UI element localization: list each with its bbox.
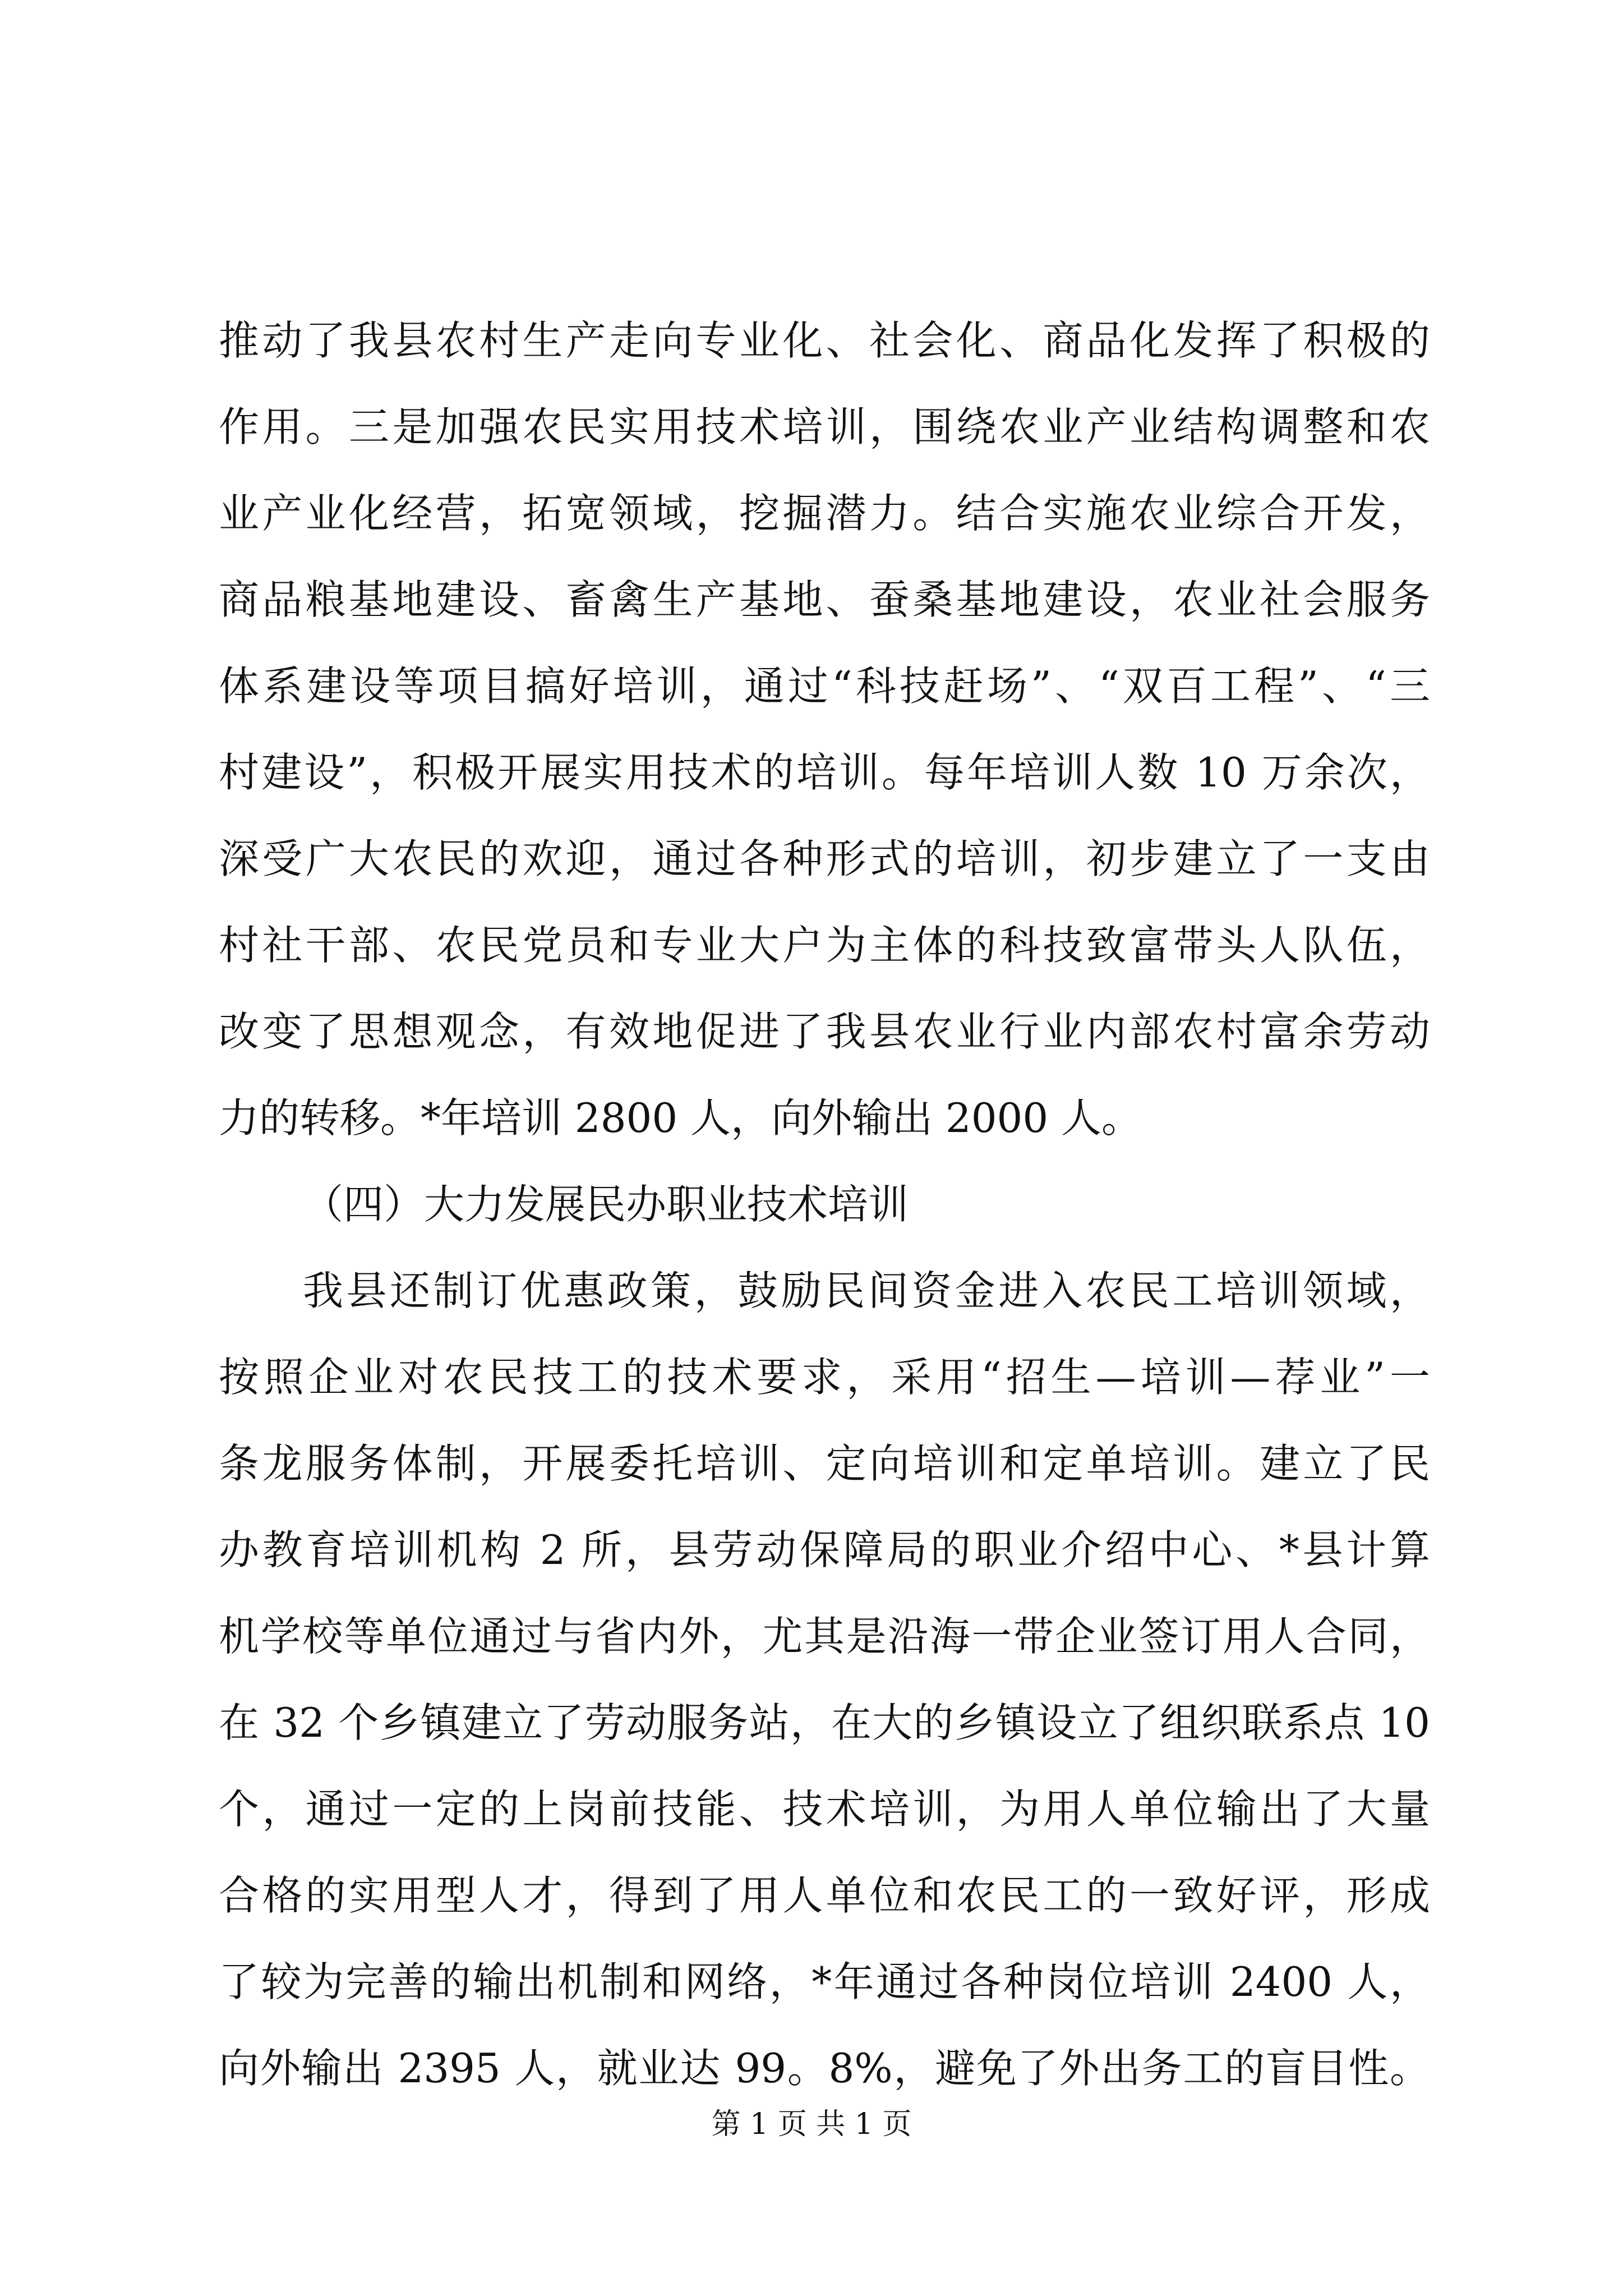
paragraph-line: 业产业化经营，拓宽领域，挖掘潜力。结合实施农业综合开发， [219, 490, 1430, 537]
paragraph-line: 体系建设等项目搞好培训，通过“科技赶场”、“双百工程”、“三 [219, 662, 1430, 710]
page-footer: 第 1 页 共 1 页 [711, 2108, 912, 2141]
paragraph-line: 机学校等单位通过与省内外，尤其是沿海一带企业签订用人合同， [219, 1613, 1430, 1660]
paragraph-line: 按照企业对农民技工的技术要求，采用“招生—培训—荐业”一 [219, 1354, 1430, 1401]
paragraph-line: 向外输出 2395 人，就业达 99。8%，避免了外出务工的盲目性。 [219, 2045, 1430, 2092]
paragraph-line: 村建设”，积极开展实用技术的培训。每年培训人数 10 万余次， [219, 749, 1430, 796]
paragraph-line: 在 32 个乡镇建立了劳动服务站，在大的乡镇设立了组织联系点 10 [219, 1699, 1430, 1746]
paragraph-line: 我县还制订优惠政策，鼓励民间资金进入农民工培训领域， [303, 1267, 1430, 1314]
paragraph-line: 商品粮基地建设、畜禽生产基地、蚕桑基地建设，农业社会服务 [219, 576, 1430, 623]
paragraph-line: 合格的实用型人才，得到了用人单位和农民工的一致好评，形成 [219, 1872, 1430, 1919]
paragraph-line: 作用。三是加强农民实用技术培训，围绕农业产业结构调整和农 [219, 403, 1430, 450]
document-body [219, 297, 1430, 2111]
paragraph-line: 推动了我县农村生产走向专业化、社会化、商品化发挥了积极的 [219, 317, 1430, 364]
paragraph-line: 力的转移。*年培训 2800 人，向外输出 2000 人。 [219, 1094, 1142, 1142]
paragraph-line: 条龙服务体制，开展委托培训、定向培训和定单培训。建立了民 [219, 1440, 1430, 1487]
paragraph-line: 个，通过一定的上岗前技能、技术培训，为用人单位输出了大量 [219, 1786, 1430, 1833]
paragraph-line: 了较为完善的输出机制和网络，*年通过各种岗位培训 2400 人， [219, 1958, 1430, 2005]
paragraph-line: 办教育培训机构 2 所，县劳动保障局的职业介绍中心、*县计算 [219, 1526, 1430, 1573]
paragraph-line: 深受广大农民的欢迎，通过各种形式的培训，初步建立了一支由 [219, 835, 1430, 882]
paragraph-line: 村社干部、农民党员和专业大户为主体的科技致富带头人队伍， [219, 922, 1430, 969]
section-heading: （四）大力发展民办职业技术培训 [303, 1181, 909, 1228]
paragraph-line: 改变了思想观念，有效地促进了我县农业行业内部农村富余劳动 [219, 1008, 1430, 1055]
